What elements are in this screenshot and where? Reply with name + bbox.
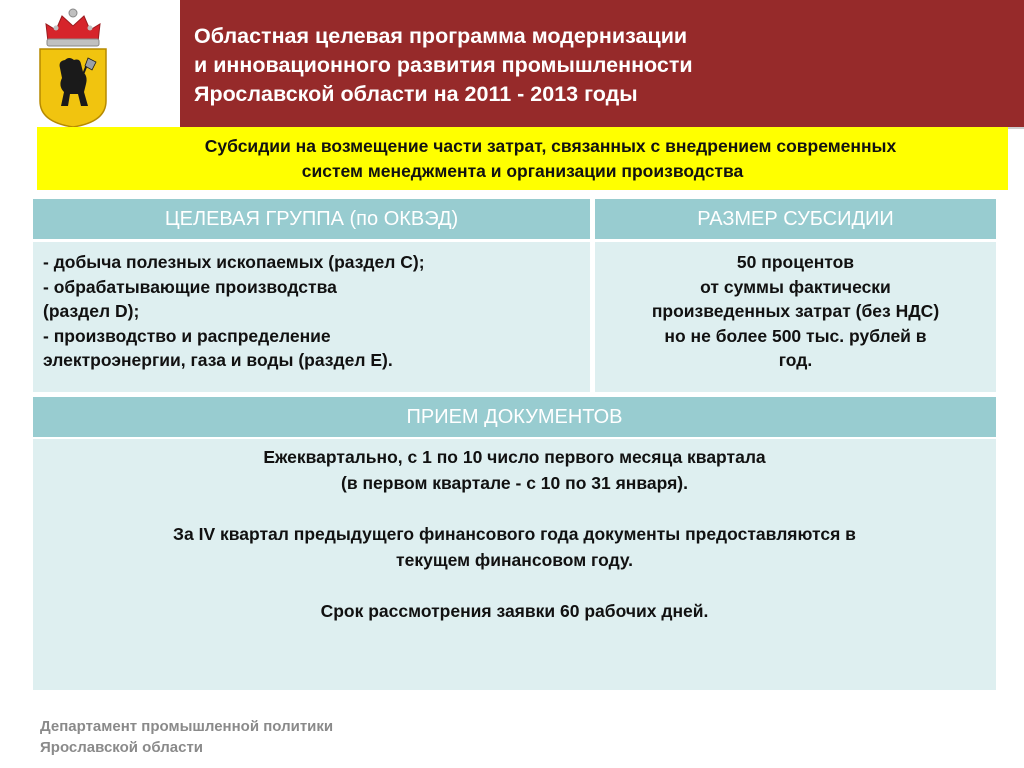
schedule-line: (в первом квартале - с 10 по 31 января). <box>341 472 688 493</box>
title-line: и инновационного развития промышленности <box>194 53 693 77</box>
coat-of-arms-icon <box>36 6 110 128</box>
header-banner <box>180 0 1024 129</box>
target-group-cell <box>33 242 590 392</box>
subsidy-size-line: 50 процентов <box>736 252 855 272</box>
page-title <box>194 22 693 109</box>
target-group-header: ЦЕЛЕВАЯ ГРУППА (по ОКВЭД) <box>33 199 590 239</box>
schedule-line: Ежеквартально, с 1 по 10 число первого месяца квартала <box>263 447 766 467</box>
subsidy-size-line: но не более 500 тыс. рублей в <box>664 325 927 346</box>
q4-line: текущем финансовом году. <box>396 549 633 570</box>
subsidy-size-line: произведенных затрат (без НДС) <box>651 301 940 321</box>
footer-line: Департамент промышленной политики <box>40 718 334 735</box>
documents-header: ПРИЕМ ДОКУМЕНТОВ <box>33 397 996 437</box>
target-group-line: (раздел D); <box>43 301 140 321</box>
title-line: Ярославской области на 2011 - 2013 годы <box>194 82 638 106</box>
subsidy-size-cell <box>595 242 996 392</box>
footer-line: Ярославской области <box>40 739 204 756</box>
subsidy-banner <box>37 127 1008 190</box>
review-period: Срок рассмотрения заявки 60 рабочих дней. <box>320 601 709 621</box>
title-line: Областная целевая программа модернизации <box>194 24 688 48</box>
footer <box>40 716 333 758</box>
target-group-line: электроэнергии, газа и воды (раздел Е). <box>43 350 393 370</box>
documents-body <box>33 439 996 690</box>
subsidy-line: Субсидии на возмещение части затрат, связанных с внедрением современных <box>204 136 897 156</box>
subsidy-size-header: РАЗМЕР СУБСИДИИ <box>595 199 996 239</box>
q4-line: За IV квартал предыдущего финансового года документы предоставляются в <box>173 524 856 544</box>
target-group-line: - добыча полезных ископаемых (раздел С); <box>43 252 425 272</box>
subsidy-line: систем менеджмента и организации производства <box>301 161 744 181</box>
subsidy-size-line: год. <box>778 350 813 370</box>
subsidy-size-line: от суммы фактически <box>700 276 891 297</box>
target-group-line: - производство и распределение <box>43 325 331 346</box>
target-group-line: - обрабатывающие производства <box>43 276 337 297</box>
